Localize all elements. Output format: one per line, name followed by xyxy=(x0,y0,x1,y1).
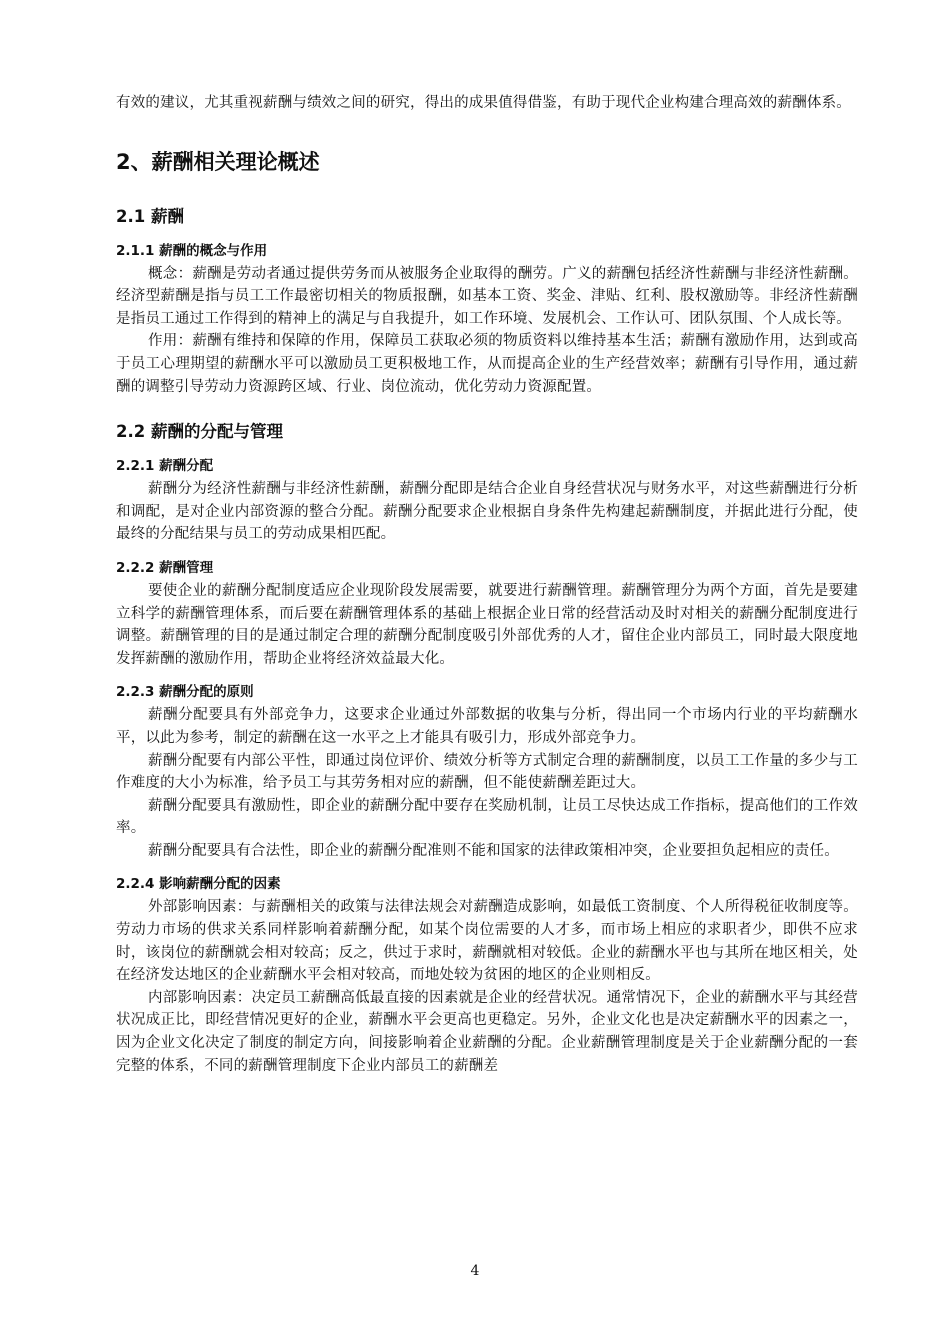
page-content xyxy=(116,92,858,1077)
section-heading-2-1: 2.1 薪酬 xyxy=(116,206,184,226)
page-number: 4 xyxy=(470,1263,480,1279)
subsection-heading-2-2-2: 2.2.2 薪酬管理 xyxy=(116,559,214,576)
paragraph-internal-factors: 内部影响因素：决定员工薪酬高低最直接的因素就是企业的经营状况。通常情况下，企业的薪酬水平与其经营状况成正比，即经营情况更好的企业，薪酬水平会更高也更稳定。另外，企业文化也是决定薪酬水平的因素之一，因为企业文化决定了制度的制定方向，间接影响着企业薪酬的分配。企业薪酬管理制度是关于企业薪酬分配的一套完整的体系，不同的薪酬管理制度下企业内部员工的薪酬差 xyxy=(116,989,858,1074)
intro-paragraph: 有效的建议，尤其重视薪酬与绩效之间的研究，得出的成果值得借鉴，有助于现代企业构建合理高效的薪酬体系。 xyxy=(116,95,851,111)
paragraph-principle-legality: 薪酬分配要具有合法性，即企业的薪酬分配准则不能和国家的法律政策相冲突，企业要担负起相应的责任。 xyxy=(148,842,839,859)
section-heading-2-2: 2.2 薪酬的分配与管理 xyxy=(116,422,283,442)
paragraph-principle-competitiveness: 薪酬分配要具有外部竞争力，这要求企业通过外部数据的收集与分析，得出同一个市场内行业的平均薪酬水平，以此为参考，制定的薪酬在这一水平之上才能具有吸引力，形成外部竞争力。 xyxy=(116,707,858,746)
paragraph-management: 要使企业的薪酬分配制度适应企业现阶段发展需要，就要进行薪酬管理。薪酬管理分为两个方面，首先是要建立科学的薪酬管理体系，而后要在薪酬管理体系的基础上根据企业日常的经营活动及时对相关的薪酬分配制度进行调整。薪酬管理的目的是通过制定合理的薪酬分配制度吸引外部优秀的人才，留住企业内部员工，同时最大限度地发挥薪酬的激励作用，帮助企业将经济效益最大化。 xyxy=(116,582,858,667)
paragraph-external-factors: 外部影响因素：与薪酬相关的政策与法律法规会对薪酬造成影响，如最低工资制度、个人所得税征收制度等。劳动力市场的供求关系同样影响着薪酬分配，如某个岗位需要的人才多，而市场上相应的求职者少，即供不应求时，该岗位的薪酬就会相对较高；反之，供过于求时，薪酬就相对较低。企业的薪酬水平也与其所在地区相关，处在经济发达地区的企业薪酬水平会相对较高，而地处较为贫困的地区的企业则相反。 xyxy=(116,899,858,984)
paragraph-distribution: 薪酬分为经济性薪酬与非经济性薪酬，薪酬分配即是结合企业自身经营状况与财务水平，对这些薪酬进行分析和调配，是对企业内部资源的整合分配。薪酬分配要求企业根据自身条件先构建起薪酬制度，并据此进行分配，使最终的分配结果与员工的劳动成果相匹配。 xyxy=(116,481,858,543)
subsection-heading-2-2-1: 2.2.1 薪酬分配 xyxy=(116,458,214,475)
subsection-heading-2-1-1: 2.1.1 薪酬的概念与作用 xyxy=(116,242,268,259)
chapter-heading: 2、薪酬相关理论概述 xyxy=(116,149,320,174)
paragraph-concept: 概念：薪酬是劳动者通过提供劳务而从被服务企业取得的酬劳。广义的薪酬包括经济性薪酬与非经济性薪酬。经济型薪酬是指与员工工作最密切相关的物质报酬，如基本工资、奖金、津贴、红利、股权激励等。非经济性薪酬是指员工通过工作得到的精神上的满足与自我提升，如工作环境、发展机会、工作认可、团队氛围、个人成长等。 xyxy=(116,265,858,327)
subsection-heading-2-2-4: 2.2.4 影响薪酬分配的因素 xyxy=(116,876,281,893)
paragraph-principle-incentive: 薪酬分配要具有激励性，即企业的薪酬分配中要存在奖励机制，让员工尽快达成工作指标，提高他们的工作效率。 xyxy=(116,797,858,837)
subsection-heading-2-2-3: 2.2.3 薪酬分配的原则 xyxy=(116,684,254,701)
paragraph-function: 作用：薪酬有维持和保障的作用，保障员工获取必须的物质资料以维持基本生活；薪酬有激励作用，达到或高于员工心理期望的薪酬水平可以激励员工更积极地工作，从而提高企业的生产经营效率；薪酬有引导作用，通过薪酬的调整引导劳动力资源跨区域、行业、岗位流动，优化劳动力资源配置。 xyxy=(116,333,858,395)
paragraph-principle-fairness: 薪酬分配要有内部公平性，即通过岗位评价、绩效分析等方式制定合理的薪酬制度，以员工工作量的多少与工作难度的大小为标准，给予员工与其劳务相对应的薪酬，但不能使薪酬差距过大。 xyxy=(116,752,858,792)
